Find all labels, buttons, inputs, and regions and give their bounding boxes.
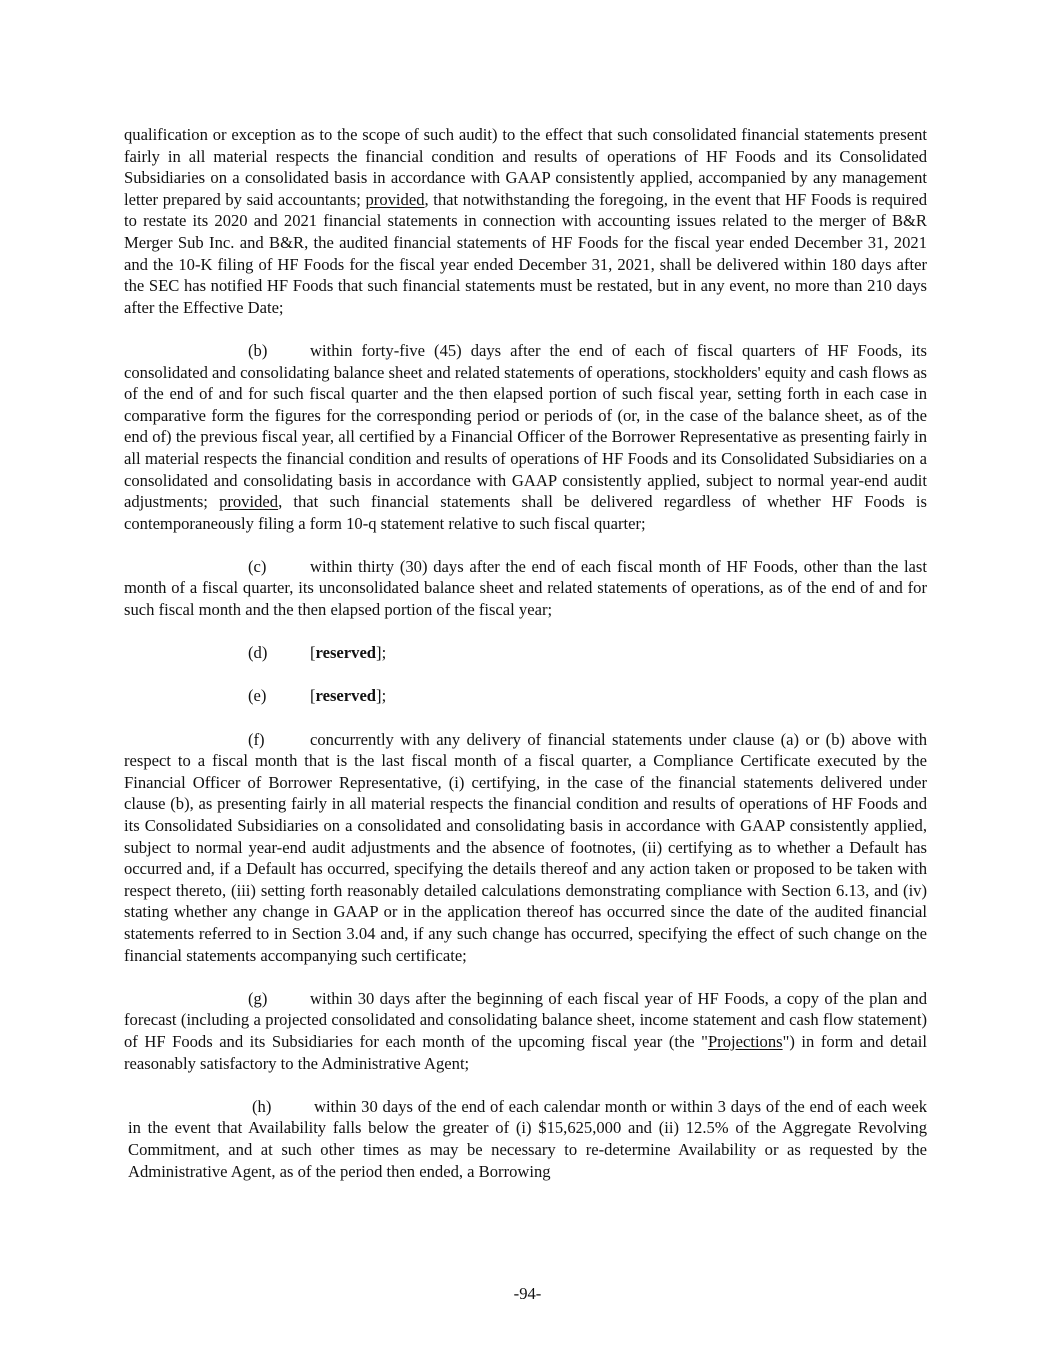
- clause-label: (g): [248, 988, 268, 1008]
- document-page: [124, 124, 927, 1182]
- paragraph-g: [124, 988, 927, 1074]
- paragraph-text: qualification or exception as to the scope of such audit) to the effect that such consolidated financial statements present fairly in all material respects the financial condition and results of operations of HF Foods and its Consolidated Subsidiaries on a consolidated basis in accordance with GAAP consistently applied, accompanied by any management letter prepared by said accountants;: [124, 125, 927, 209]
- paragraph-text: , that notwithstanding the foregoing, in the event that HF Foods is required to restate its 2020 and 2021 financial statements in connection with accounting issues related to the merger of B&R Merger Sub Inc. and B&R, the audited financial statements of HF Foods for the fiscal year ended December 31, 2021 and the 10-K filing of HF Foods for the fiscal year ended December 31, 2021, shall be delivered within 180 days after the SEC has notified HF Foods that such financial statements must be restated, but in any event, no more than 210 days after the Effective Date;: [124, 189, 927, 317]
- paragraph-intro: [124, 124, 927, 318]
- paragraph-b: [124, 340, 927, 534]
- clause-label: (d): [248, 643, 268, 663]
- paragraph-text: within thirty (30) days after the end of each fiscal month of HF Foods, other than the last month of a fiscal quarter, its unconsolidated balance sheet and related statements of operations, as of the end of and for such fiscal month and the then elapsed portion of the fiscal year;: [124, 556, 927, 620]
- underlined-term: provided: [365, 189, 425, 209]
- paragraph-text: ") in form and detail reasonably satisfactory to the Administrative Agent;: [124, 1031, 927, 1073]
- reserved-term: reserved: [315, 643, 377, 663]
- paragraph-f: [124, 729, 927, 967]
- paragraph-text: within forty-five (45) days after the end of each of fiscal quarters of HF Foods, its consolidated and consolidating balance sheet and related statements of operations, stockholders' equity and cash flows as of the end of and for such fiscal quarter and the then elapsed portion of such fiscal year, setting forth in each case in comparative form the figures for the corresponding period or periods of (or, in the case of the balance sheet, as of the end of) the previous fiscal year, all certified by a Financial Officer of the Borrower Representative as presenting fairly in all material respects the financial condition and results of operations of HF Foods and its Consolidated Subsidiaries on a consolidated and consolidating basis in accordance with GAAP consistently applied, subject to normal year-end audit adjustments;: [124, 340, 927, 512]
- clause-label: (f): [248, 729, 265, 749]
- underlined-term: Projections: [707, 1031, 783, 1051]
- paragraph-d: [124, 642, 927, 664]
- paragraph-text: concurrently with any delivery of financial statements under clause (a) or (b) above with respect to a fiscal month that is the last fiscal month of a fiscal quarter, a Compliance Certificate executed by the Financial Officer of Borrower Representative, (i) certifying, in the case of the financial statements delivered under clause (b), as presenting fairly in all material respects the financial condition and results of operations of HF Foods and its Consolidated Subsidiaries on a consolidated and consolidating basis in accordance with GAAP consistently applied, subject to normal year-end audit adjustments and the absence of footnotes, (ii) certifying as to whether a Default has occurred and, if a Default has occurred, specifying the details thereof and any action taken or proposed to be taken with respect thereto, (iii) setting forth reasonably detailed calculations demonstrating compliance with Section 6.13, and (iv) stating whether any change in GAAP or in the application thereof has occurred since the date of the audited financial statements referred to in Section 3.04 and, if any such change has occurred, specifying the effect of such change on the financial statements accompanying such certificate;: [124, 729, 927, 965]
- bracket-close: ];: [376, 686, 387, 706]
- bracket-open: [: [310, 686, 316, 706]
- bracket-close: ];: [376, 643, 387, 663]
- paragraph-h: [124, 1096, 927, 1182]
- paragraph-e: [124, 685, 927, 707]
- bracket-open: [: [310, 643, 316, 663]
- underlined-term: provided: [219, 492, 279, 512]
- page-number: -94-: [513, 1284, 542, 1303]
- paragraph-c: [124, 556, 927, 621]
- clause-label: (b): [248, 340, 268, 360]
- clause-label: (c): [248, 556, 267, 576]
- paragraph-text: within 30 days of the end of each calendar month or within 3 days of the end of each week in the event that Availability falls below the greater of (i) $15,625,000 and (ii) 12.5% of the Aggregate Revolving Commitment, and at such other times as may be necessary to re-determine Availability or as requested by the Administrative Agent, as of the period then ended, a Borrowing: [128, 1096, 927, 1181]
- paragraph-text: within 30 days after the beginning of each fiscal year of HF Foods, a copy of the plan and forecast (including a projected consolidated and consolidating balance sheet, income statement and cash flow statement) of HF Foods and its Subsidiaries for each month of the upcoming fiscal year (the ": [124, 988, 927, 1051]
- paragraph-text: , that such financial statements shall be delivered regardless of whether HF Foods is contemporaneously filing a form 10-q statement relative to such fiscal quarter;: [124, 492, 927, 533]
- reserved-term: reserved: [315, 686, 377, 706]
- clause-label: (h): [252, 1096, 272, 1116]
- clause-label: (e): [248, 686, 267, 706]
